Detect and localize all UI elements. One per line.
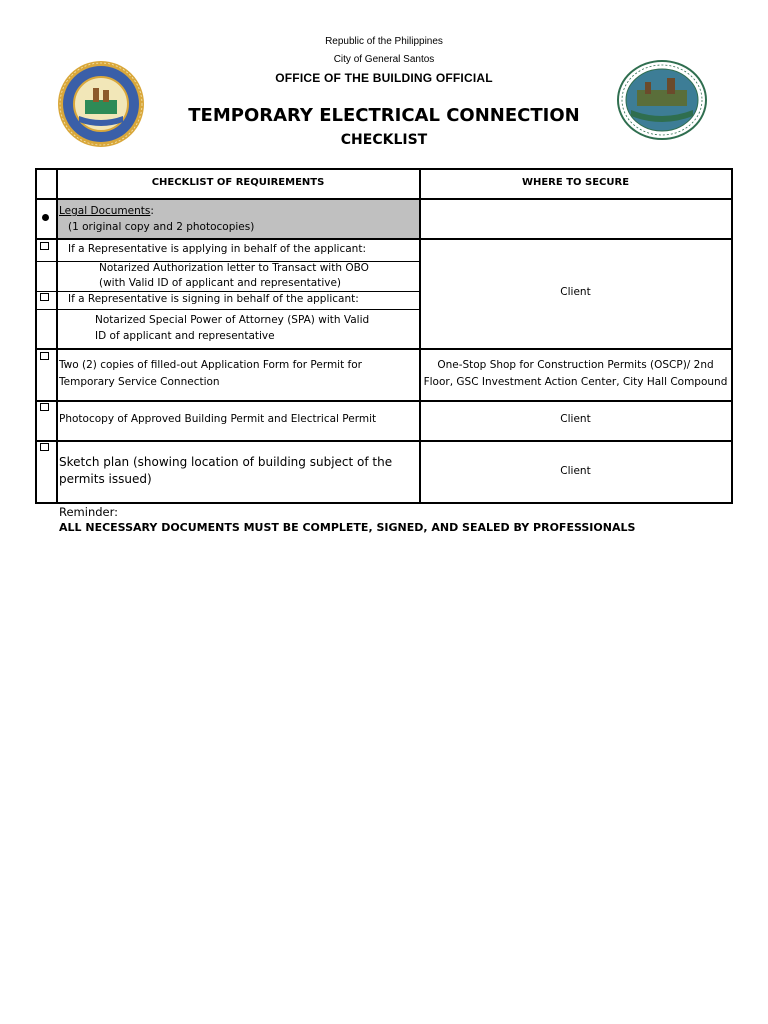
application-form-where-line-1: One-Stop Shop for Construction Permits (OSCP)/ 2nd <box>437 359 714 371</box>
auth-letter-line-2: (with Valid ID of applicant and representative) <box>99 277 342 289</box>
table-border-right <box>731 168 733 504</box>
checkbox-rep-signing[interactable] <box>40 293 49 301</box>
application-form-where-line-2: Floor, GSC Investment Action Center, City Hall Compound <box>423 376 728 388</box>
page-subtitle: CHECKLIST <box>340 132 428 148</box>
checkbox-sketch-plan[interactable] <box>40 443 49 451</box>
checkbox-rep-applying[interactable] <box>40 242 49 250</box>
application-form-line-2: Temporary Service Connection <box>59 376 220 388</box>
legal-documents-label <box>59 204 154 219</box>
checkbox-photocopy[interactable] <box>40 403 49 411</box>
page-title: TEMPORARY ELECTRICAL CONNECTION <box>188 105 580 126</box>
divider-checkbox-col <box>56 168 58 504</box>
bullet-icon <box>42 214 49 221</box>
spa-line-2: ID of applicant and representative <box>95 330 275 342</box>
auth-letter-line-1: Notarized Authorization letter to Transact with OBO <box>99 262 369 274</box>
application-form-line-1: Two (2) copies of filled-out Application Form for Permit for <box>59 359 362 371</box>
table-border-bottom <box>35 502 733 504</box>
row-line-header <box>35 198 733 200</box>
subrow-line-3 <box>35 309 420 310</box>
office-name: OFFICE OF THE BUILDING OFFICIAL <box>275 71 493 85</box>
reminder-label: Reminder: <box>59 505 119 519</box>
rep-where-value: Client <box>560 286 591 298</box>
reminder-text: ALL NECESSARY DOCUMENTS MUST BE COMPLETE, SIGNED, AND SEALED BY PROFESSIONALS <box>59 521 636 534</box>
checkbox-application-form[interactable] <box>40 352 49 360</box>
table-border-left <box>35 168 37 504</box>
checklist-table <box>35 168 733 504</box>
sketch-plan-line-1: Sketch plan (showing location of building subject of the <box>59 455 393 469</box>
legal-documents-note: (1 original copy and 2 photocopies) <box>68 221 255 233</box>
column-header-where: WHERE TO SECURE <box>521 177 630 188</box>
legal-documents-title: Legal Documents <box>59 205 151 217</box>
sketch-plan-line-2: permits issued) <box>59 472 152 486</box>
photocopy-where-value: Client <box>560 413 591 425</box>
spa-line-1: Notarized Special Power of Attorney (SPA) with Valid <box>95 314 370 326</box>
city-seal-logo <box>57 60 145 148</box>
city-line: City of General Santos <box>333 54 435 65</box>
sketch-plan-where-value: Client <box>560 465 591 477</box>
legal-documents-colon: : <box>150 205 154 217</box>
row-line-legal <box>35 238 733 240</box>
republic-line: Republic of the Philippines <box>325 36 443 47</box>
obo-seal-logo <box>617 60 707 140</box>
rep-applying-label: If a Representative is applying in behalf of the applicant: <box>68 243 366 255</box>
photocopy-label: Photocopy of Approved Building Permit and Electrical Permit <box>59 413 377 425</box>
table-border-top <box>35 168 733 170</box>
row-line-representative <box>35 348 733 350</box>
column-header-requirements: CHECKLIST OF REQUIREMENTS <box>151 177 325 188</box>
divider-where-col <box>419 168 421 504</box>
rep-signing-label: If a Representative is signing in behalf of the applicant: <box>68 293 359 305</box>
row-line-application-form <box>35 400 733 402</box>
row-line-photocopy <box>35 440 733 442</box>
